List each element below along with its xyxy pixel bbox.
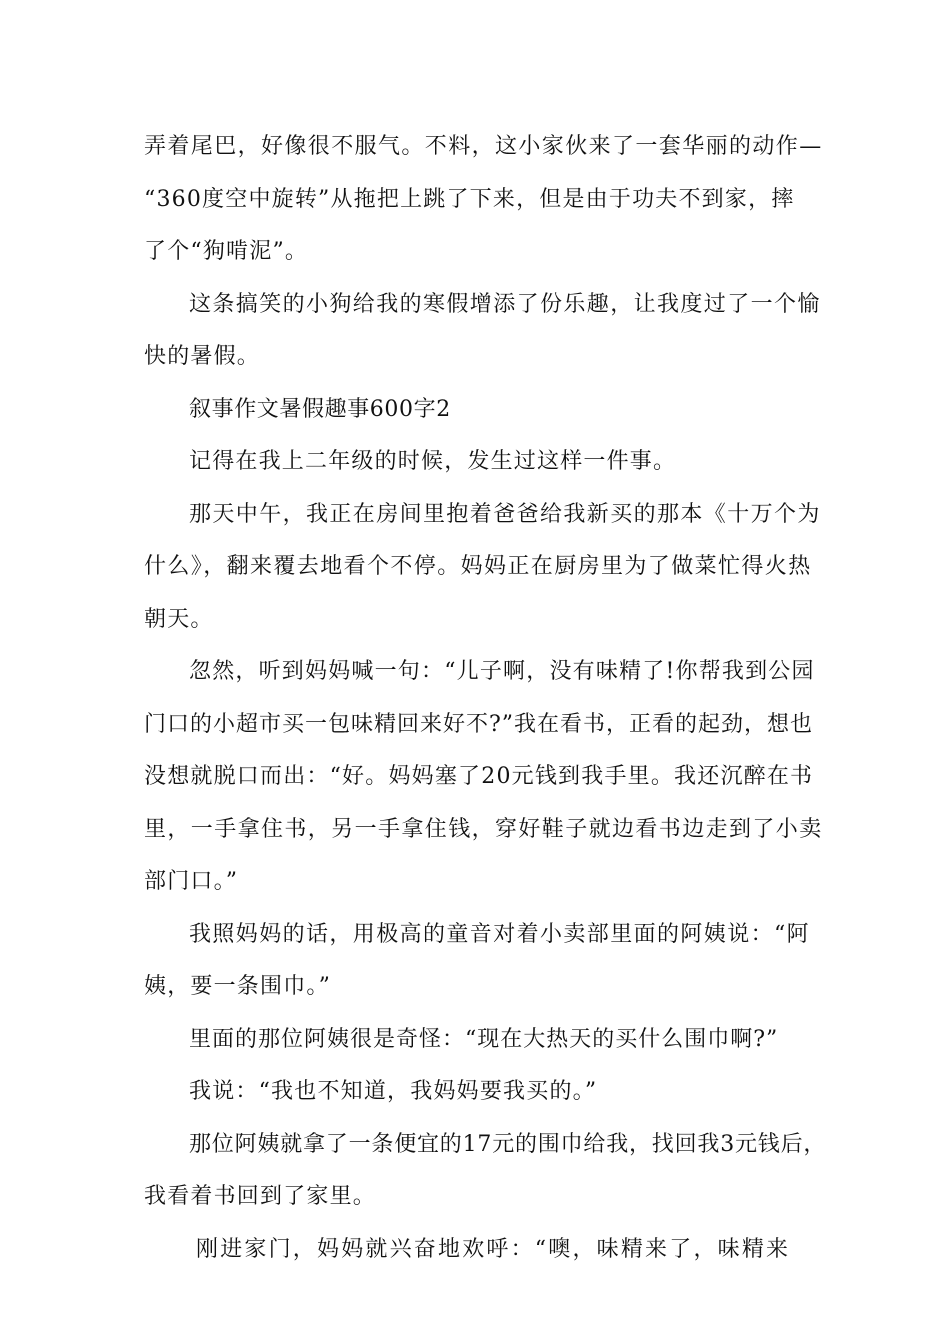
text-line: 刚进家门，妈妈就兴奋地欢呼：“噢，味精来了，味精来 — [196, 1237, 791, 1262]
text-line: 弄着尾巴，好像很不服气。不料，这小家伙来了一套华丽的动作— — [144, 134, 823, 159]
text-line: 朝天。 — [144, 607, 214, 632]
section-heading: 叙事作文暑假趣事600字2 — [189, 397, 451, 422]
text-line: 了个“狗啃泥”。 — [144, 239, 309, 264]
text-line: 那天中午，我正在房间里抱着爸爸给我新买的那本《十万个为 — [189, 502, 821, 527]
text-line: 里，一手拿住书，另一手拿住钱，穿好鞋子就边看书边走到了小卖 — [144, 817, 823, 842]
text-line: 部门口。” — [144, 869, 239, 894]
text-line: “360度空中旋转”从拖把上跳了下来，但是由于功夫不到家，摔 — [144, 187, 795, 212]
text-line: 这条搞笑的小狗给我的寒假增添了份乐趣，让我度过了一个愉 — [189, 292, 821, 317]
text-line: 快的暑假。 — [144, 344, 261, 369]
text-line: 没想就脱口而出：“好。妈妈塞了20元钱到我手里。我还沉醉在书 — [144, 764, 814, 789]
text-line: 忽然，听到妈妈喊一句：“儿子啊，没有味精了!你帮我到公园 — [189, 659, 815, 684]
text-line: 那位阿姨就拿了一条便宜的17元的围巾给我，找回我3元钱后， — [189, 1132, 827, 1157]
text-line: 门口的小超市买一包味精回来好不?”我在看书，正看的起劲，想也 — [144, 712, 814, 737]
text-line: 记得在我上二年级的时候，发生过这样一件事。 — [189, 449, 677, 474]
text-line: 我说：“我也不知道，我妈妈要我买的。” — [189, 1079, 598, 1104]
text-line: 里面的那位阿姨很是奇怪：“现在大热天的买什么围巾啊?” — [189, 1027, 779, 1052]
text-line: 什么》，翻来覆去地看个不停。妈妈正在厨房里为了做菜忙得火热 — [144, 554, 812, 579]
text-line: 我照妈妈的话，用极高的童音对着小卖部里面的阿姨说：“阿 — [189, 922, 811, 947]
text-line: 我看着书回到了家里。 — [144, 1184, 377, 1209]
text-line: 姨，要一条围巾。” — [144, 974, 332, 999]
